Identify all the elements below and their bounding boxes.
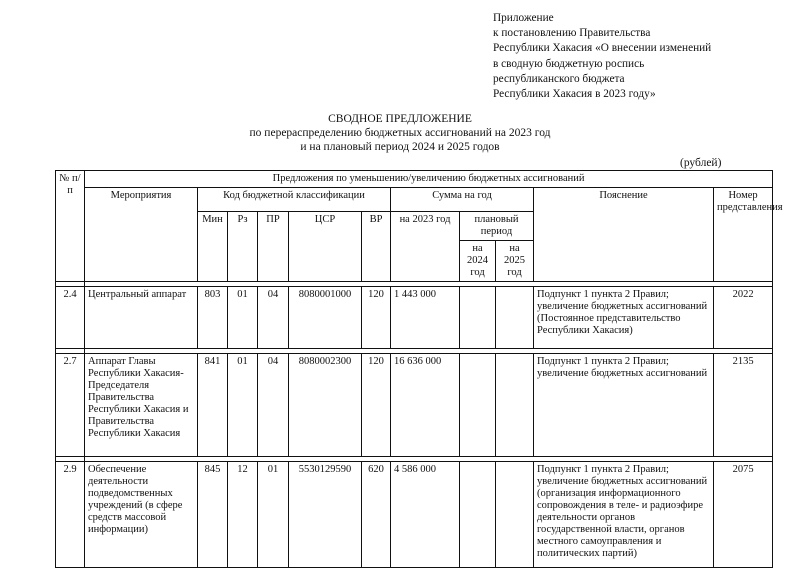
table-row [56, 287, 773, 349]
row-vr: 120 [362, 354, 391, 457]
row-rep: 2135 [714, 354, 773, 457]
row-explanation: Подпункт 1 пункта 2 Правил; увеличение бюджетных ассигнований (Постоянное представительство Республики Хакасия) [534, 287, 714, 349]
row-csr: 8080002300 [289, 354, 362, 457]
row-num: 2.9 [56, 462, 85, 568]
document-subtitle: по перераспределению бюджетных ассигнований на 2023 год [249, 127, 551, 139]
table-row [56, 354, 773, 457]
header-sum: Сумма на год [391, 188, 534, 212]
header-num: № п/п [56, 171, 85, 282]
header-min: Мин [198, 212, 228, 282]
document-title: СВОДНОЕ ПРЕДЛОЖЕНИЕ [328, 113, 472, 125]
header-y2023: на 2023 год [391, 212, 460, 282]
row-pr: 01 [258, 462, 289, 568]
row-num: 2.7 [56, 354, 85, 457]
row-y2024 [460, 354, 496, 457]
row-explanation: Подпункт 1 пункта 2 Правил; увеличение бюджетных ассигнований (организация информационного сопровождения в теле- и радиоэфире деятельности органов государственной власти, органов местного самоуправления и политических партий) [534, 462, 714, 568]
header-rz: Рз [228, 212, 258, 282]
row-min: 803 [198, 287, 228, 349]
annex-line: Республики Хакасия «О внесении изменений [493, 42, 712, 55]
row-y2024 [460, 462, 496, 568]
header-y2025: на 2025 год [496, 241, 534, 282]
header-y2024: на 2024 год [460, 241, 496, 282]
row-y2023: 4 586 000 [391, 462, 460, 568]
row-min: 845 [198, 462, 228, 568]
annex-line: Приложение [493, 12, 554, 24]
annex-line: в сводную бюджетную роспись [493, 57, 645, 70]
row-min: 841 [198, 354, 228, 457]
row-activity: Аппарат Главы Республики Хакасия-Председателя Правительства Республики Хакасия и Правительства Республики Хакасия [85, 354, 198, 457]
row-y2025 [496, 354, 534, 457]
row-rz: 01 [228, 354, 258, 457]
header-proposals: Предложения по уменьшению/увеличению бюджетных ассигнований [85, 171, 773, 188]
document-subtitle-2: и на плановый период 2024 и 2025 годов [300, 141, 500, 153]
header-rep-number: Номер представления [714, 188, 773, 282]
row-vr: 120 [362, 287, 391, 349]
header-code: Код бюджетной классификации [198, 188, 391, 212]
annex-line: к постановлению Правительства [493, 27, 651, 40]
row-csr: 5530129590 [289, 462, 362, 568]
row-pr: 04 [258, 354, 289, 457]
row-y2025 [496, 462, 534, 568]
row-activity: Центральный аппарат [85, 287, 198, 349]
row-csr: 8080001000 [289, 287, 362, 349]
row-rz: 12 [228, 462, 258, 568]
header-planned: плановый период [460, 212, 534, 241]
row-num: 2.4 [56, 287, 85, 349]
row-y2023: 1 443 000 [391, 287, 460, 349]
annex-line: Республики Хакасия в 2023 году» [493, 88, 656, 101]
budget-table [55, 170, 783, 568]
row-y2023: 16 636 000 [391, 354, 460, 457]
row-rep: 2022 [714, 287, 773, 349]
row-activity: Обеспечение деятельности подведомственных учреждений (в сфере средств массовой информации) [85, 462, 198, 568]
units-label: (рублей) [680, 157, 722, 169]
header-vr: ВР [362, 212, 391, 282]
row-y2025 [496, 287, 534, 349]
header-pr: ПР [258, 212, 289, 282]
row-vr: 620 [362, 462, 391, 568]
row-explanation: Подпункт 1 пункта 2 Правил; увеличение бюджетных ассигнований [534, 354, 714, 457]
annex-line: республиканского бюджета [493, 72, 625, 85]
row-y2024 [460, 287, 496, 349]
annex-block [493, 11, 711, 102]
table-row [56, 462, 773, 568]
row-rz: 01 [228, 287, 258, 349]
row-rep: 2075 [714, 462, 773, 568]
header-csr: ЦСР [289, 212, 362, 282]
row-pr: 04 [258, 287, 289, 349]
header-explanation: Пояснение [534, 188, 714, 282]
header-activity: Мероприятия [85, 188, 198, 282]
